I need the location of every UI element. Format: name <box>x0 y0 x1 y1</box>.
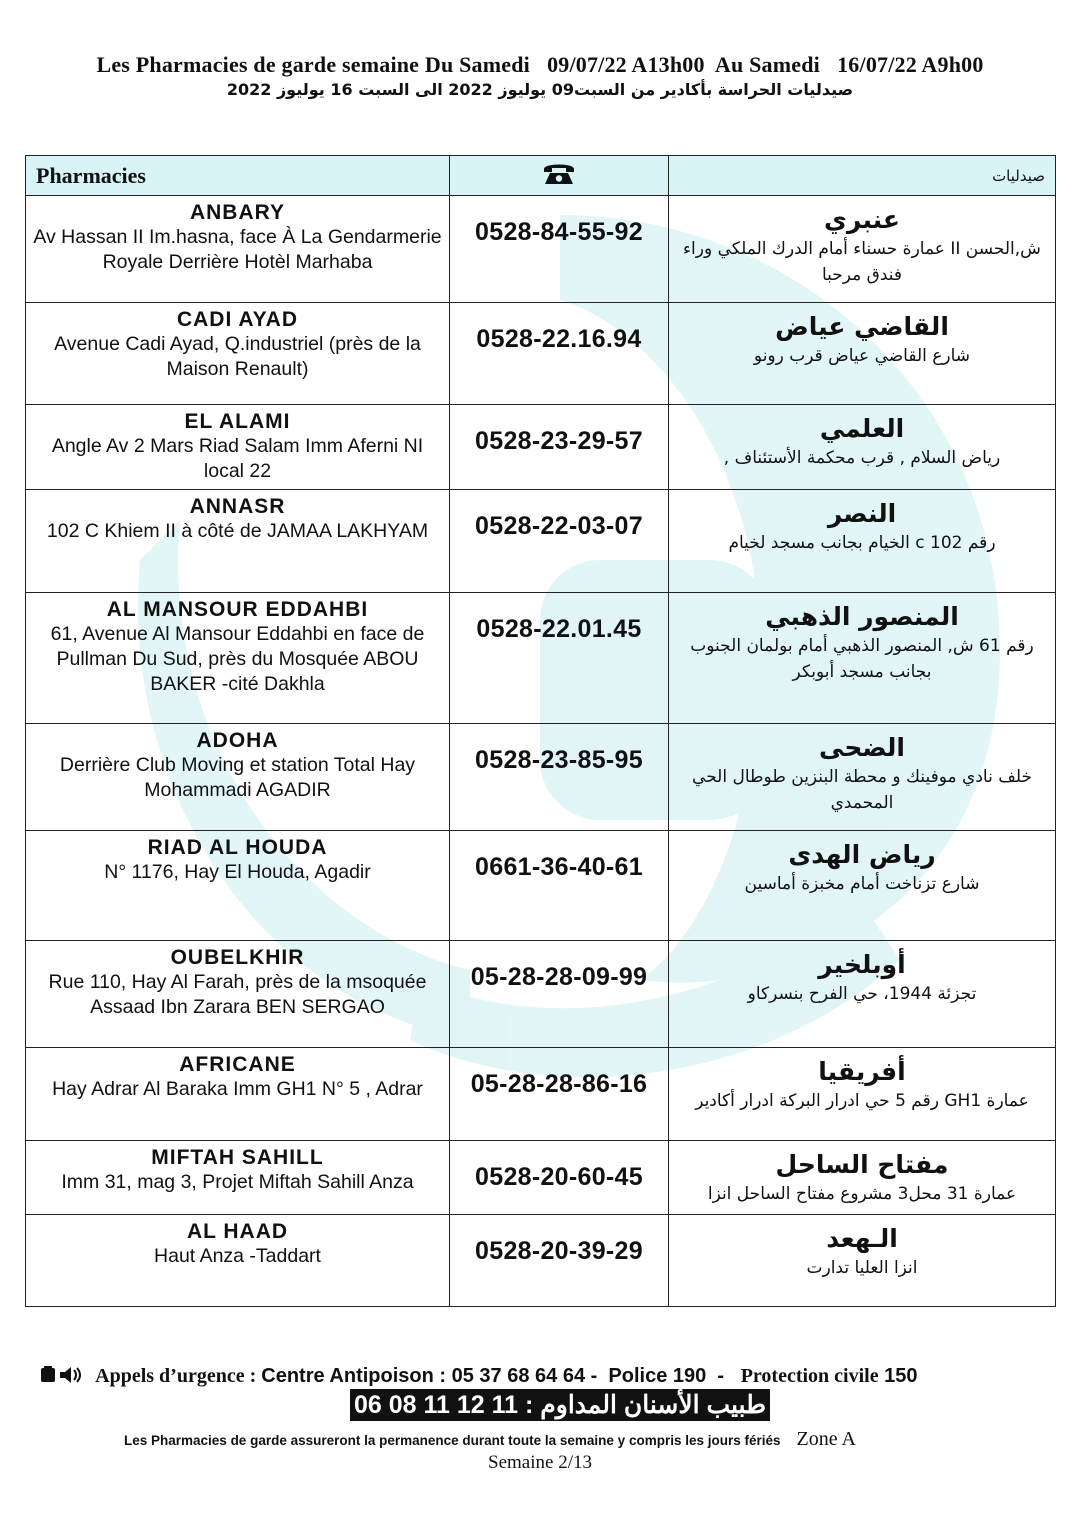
phone-cell <box>450 1141 669 1215</box>
pharmacy-cell-french <box>26 831 450 941</box>
pharmacy-name-arabic: أوبلخير <box>818 950 906 979</box>
phone-number: 0528-84-55-92 <box>475 218 643 246</box>
emergency-line: Appels d’urgence : Centre Antipoison : 05 37 68 64 64 - Police 190 - Protection civile 150 <box>40 1365 1040 1388</box>
pharmacy-name-arabic: العلمي <box>819 414 905 443</box>
pharmacy-address-arabic: خلف نادي موفينك و محطة البنزين طوطال الحي المحمدي <box>692 767 1032 813</box>
pharmacy-cell-arabic <box>669 831 1056 941</box>
table-row <box>26 941 1056 1048</box>
table-row <box>26 724 1056 831</box>
phone-cell <box>450 1215 669 1307</box>
zone-label: Zone A <box>796 1428 856 1450</box>
antipoison-text: Centre Antipoison : 05 37 68 64 64 - Police 190 - <box>261 1365 725 1387</box>
pharmacy-cell-arabic <box>669 941 1056 1048</box>
pharmacy-address: Av Hassan II Im.hasna, face À La Gendarmerie Royale Derrière Hotèl Marhaba <box>33 226 442 273</box>
pharmacy-cell-french <box>26 405 450 490</box>
pharmacy-address: Haut Anza -Taddart <box>154 1245 321 1267</box>
pharmacy-name: ADOHA <box>196 729 279 752</box>
pharmacy-address-arabic: شارع القاضي عياض قرب رونو <box>753 346 971 366</box>
notice-text: Les Pharmacies de garde assureront la permanence durant toute la semaine y compris les jours fériés <box>124 1433 781 1448</box>
phone-number: 0528-23-29-57 <box>475 427 643 455</box>
pharmacy-cell-french <box>26 941 450 1048</box>
pharmacy-name: AL MANSOUR EDDAHBI <box>106 598 369 621</box>
pharmacy-cell-french <box>26 593 450 724</box>
column-header-pharmacies: Pharmacies <box>26 156 450 196</box>
notice-line <box>124 1428 924 1451</box>
title-arabic: صيدليات الحراسة بأكادير من السبت09 يوليوز 2022 الى السبت 16 يوليوز 2022 <box>226 80 854 99</box>
phone-cell <box>450 303 669 405</box>
pharmacy-cell-arabic <box>669 303 1056 405</box>
table-row <box>26 196 1056 303</box>
table-row <box>26 490 1056 593</box>
pharmacy-address: Avenue Cadi Ayad, Q.industriel (près de la Maison Renault) <box>54 333 421 380</box>
title-part2: Au Samedi <box>714 52 820 77</box>
urgence-label: Appels d’urgence <box>95 1365 245 1387</box>
phone-cell <box>450 196 669 303</box>
pharmacy-name: OUBELKHIR <box>170 946 305 969</box>
pharmacy-address: Imm 31, mag 3, Projet Miftah Sahill Anza <box>61 1171 414 1193</box>
pharmacy-cell-arabic <box>669 593 1056 724</box>
pharmacy-name-arabic: الضحى <box>819 733 905 762</box>
pharmacy-cell-arabic <box>669 490 1056 593</box>
phone-cell <box>450 831 669 941</box>
phone-number: 05-28-28-86-16 <box>470 1070 648 1098</box>
title-part1: Les Pharmacies de garde semaine Du Samedi <box>96 52 530 77</box>
table-row <box>26 1048 1056 1141</box>
phone-number: 0661-36-40-61 <box>475 853 643 881</box>
pharmacy-cell-french <box>26 1215 450 1307</box>
dentist-banner-text: 06 08 11 12 11 : طبيب الأسنان المداوم <box>353 1391 766 1419</box>
phone-number: 05-28-28-09-99 <box>470 963 648 991</box>
pharmacy-address: Hay Adrar Al Baraka Imm GH1 N° 5 , Adrar <box>52 1078 423 1100</box>
title-french <box>0 52 1080 78</box>
phone-cell <box>450 490 669 593</box>
pharmacy-cell-arabic <box>669 1048 1056 1141</box>
pharmacy-address-arabic: رقم 61 ش, المنصور الذهبي أمام بولمان الجنوب بجانب مسجد أبوبكر <box>690 636 1034 682</box>
pharmacy-address-arabic: ش,الحسن II عمارة حسناء أمام الدرك الملكي وراء فندق مرحبا <box>683 239 1041 285</box>
pharmacy-name: RIAD AL HOUDA <box>147 836 328 859</box>
table-row <box>26 405 1056 490</box>
pharmacy-cell-arabic <box>669 196 1056 303</box>
pharmacy-address-arabic: رقم 102 c الخيام بجانب مسجد لخيام <box>728 533 996 553</box>
pharmacy-cell-french <box>26 490 450 593</box>
pharmacy-name: AL HAAD <box>186 1220 289 1243</box>
phone-number: 0528-22.01.45 <box>476 615 642 643</box>
pharmacy-address-arabic: عمارة 31 محل3 مشروع مفتاح الساحل انزا <box>707 1184 1017 1204</box>
phone-number: 0528-20-60-45 <box>475 1163 643 1191</box>
pharmacy-cell-french <box>26 1048 450 1141</box>
pharmacy-name-arabic: عنبري <box>824 205 900 234</box>
pharmacy-name: ANNASR <box>189 495 286 518</box>
pharmacy-cell-french <box>26 303 450 405</box>
pharmacy-address: 61, Avenue Al Mansour Eddahbi en face de Pullman Du Sud, près du Mosquée ABOU BAKER -cité Dakhla <box>50 623 425 695</box>
phone-number: 0528-20-39-29 <box>475 1237 643 1265</box>
pharmacy-name-arabic: مفتاح الساحل <box>775 1150 949 1179</box>
pharmacy-address: 102 C Khiem II à côté de JAMAA LAKHYAM <box>46 520 429 542</box>
pharmacy-address: Rue 110, Hay Al Farah, près de la msoquée Assaad Ibn Zarara BEN SERGAO <box>48 971 427 1018</box>
telephone-icon <box>541 160 577 186</box>
pharmacy-address: Derrière Club Moving et station Total Hay Mohammadi AGADIR <box>59 754 416 801</box>
pharmacies-table <box>25 155 1056 1307</box>
pharmacy-cell-french <box>26 196 450 303</box>
pharmacy-name-arabic: الـهعد <box>826 1224 898 1253</box>
pharmacy-address-arabic: تجزئة 1944، حي الفرح بنسركاو <box>747 984 977 1004</box>
column-header-phone <box>450 156 669 196</box>
phone-cell <box>450 941 669 1048</box>
phone-speaker-icon <box>40 1365 84 1385</box>
protection-civile-number: 150 <box>884 1365 918 1387</box>
protection-civile-label: Protection civile <box>740 1365 879 1387</box>
table-row <box>26 831 1056 941</box>
pharmacy-cell-french <box>26 1141 450 1215</box>
pharmacy-name: EL ALAMI <box>184 410 291 433</box>
pharmacy-address-arabic: انزا العليا تدارت <box>806 1258 918 1278</box>
table-row <box>26 1141 1056 1215</box>
phone-cell <box>450 1048 669 1141</box>
table-row <box>26 593 1056 724</box>
title-date-start: 09/07/22 A13h00 <box>547 52 705 77</box>
pharmacy-cell-french <box>26 724 450 831</box>
table-row <box>26 303 1056 405</box>
table-header-row <box>26 156 1056 196</box>
pharmacy-address-arabic: رياض السلام , قرب محكمة الأستئناف , <box>723 448 1001 468</box>
pharmacy-address-arabic: شارع تزناخت أمام مخبزة أماسين <box>744 874 980 894</box>
pharmacy-name: ANBARY <box>189 201 286 224</box>
pharmacy-address: N° 1176, Hay El Houda, Agadir <box>104 861 371 883</box>
pharmacy-name-arabic: القاضي عياض <box>775 312 949 341</box>
pharmacy-cell-arabic <box>669 1141 1056 1215</box>
pharmacy-name-arabic: رياض الهدى <box>788 840 936 869</box>
phone-number: 0528-23-85-95 <box>475 746 643 774</box>
pharmacy-name: MIFTAH SAHILL <box>151 1146 324 1169</box>
phone-cell <box>450 724 669 831</box>
table-row <box>26 1215 1056 1307</box>
semaine-label: Semaine 2/13 <box>488 1452 592 1473</box>
pharmacy-address-arabic: عمارة GH1 رقم 5 حي ادرار البركة ادرار أكادير <box>695 1091 1029 1111</box>
pharmacy-name: AFRICANE <box>179 1053 296 1076</box>
pharmacy-cell-arabic <box>669 724 1056 831</box>
pharmacy-name-arabic: النصر <box>827 499 897 528</box>
phone-cell <box>450 593 669 724</box>
phone-number: 0528-22.16.94 <box>476 325 642 353</box>
pharmacy-address: Angle Av 2 Mars Riad Salam Imm Aferni NI local 22 <box>51 435 424 482</box>
phone-number: 0528-22-03-07 <box>475 512 643 540</box>
title-date-end: 16/07/22 A9h00 <box>837 52 984 77</box>
dentist-banner <box>350 1389 770 1421</box>
column-header-arabic: صيدليات <box>669 156 1056 196</box>
pharmacy-cell-arabic <box>669 1215 1056 1307</box>
pharmacy-cell-arabic <box>669 405 1056 490</box>
phone-cell <box>450 405 669 490</box>
pharmacy-name-arabic: المنصور الذهبي <box>765 602 959 631</box>
pharmacy-name: CADI AYAD <box>176 308 299 331</box>
pharmacy-name-arabic: أفريقيا <box>818 1057 906 1086</box>
